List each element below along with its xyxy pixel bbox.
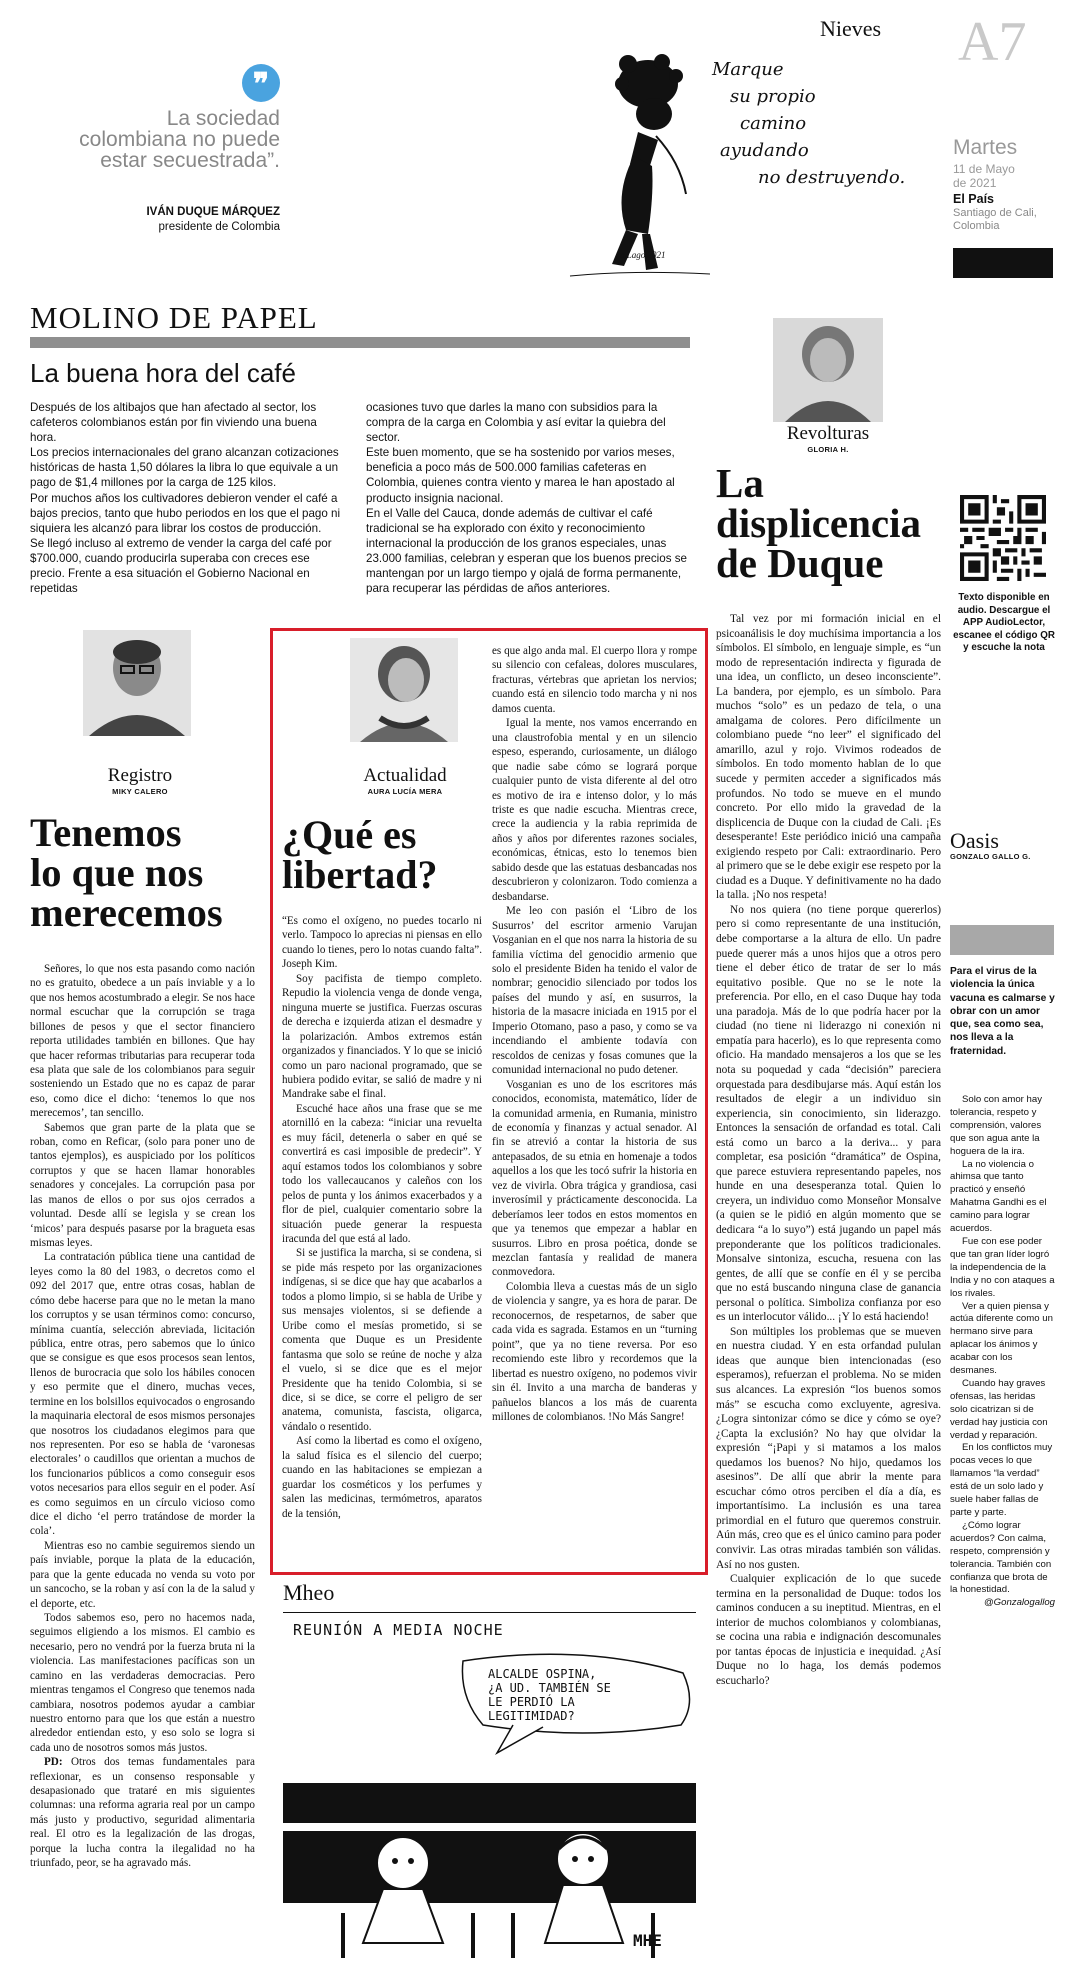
oasis-gray-box xyxy=(950,925,1054,955)
molino-section-title: MOLINO DE PAPEL xyxy=(30,300,318,335)
cartoon-signature: n.Lago 2021 xyxy=(620,250,666,260)
oasis-author: GONZALO GALLO G. xyxy=(950,852,1031,861)
cartoon-line-5: no destruyendo. xyxy=(758,167,906,188)
bubble-line-2: ¿A UD. TAMBIÉN SE xyxy=(488,1681,611,1695)
molino-col1-p1: Después de los altibajos que han afectado al sector, los cafeteros colombianos están por fin viviendo una buena hora. xyxy=(30,401,317,445)
quote-text xyxy=(30,108,280,171)
cartoon-line-1: Marque xyxy=(712,59,784,80)
registro-pd-text: Otros dos temas fundamentales para reflexionar, es un consenso responsable y desapasionado que trataré en mis siguientes columnas: una reforma agraria real por un campo más justo y productivo, seguridad alimentaria real. El otro es la legalización de las drogas, porque la lucha contra la ilegalidad no ha triunfado, peor, se ha agravado más. xyxy=(30,1756,255,1870)
actualidad-c1-p4: Si se justifica la marcha, si se condena, si se pide más respeto por las organizaciones indígenas, si se dice que hay que acabarlos a todos a plomo limpio, si se habla de Uribe y sus mensajes violentos, si se defiende a Uribe como el mesías prometido, si se comenta que Duque es un Presidente fantasma que solo se reúne de noche y alza el vuelo, si se dice que es el mejor Presidente que ha tenido Colombia, si se dice, si se dice, se corre el peligro de ser anatema, comunista, fascista, oligarca, vándalo o resentido. xyxy=(282,1247,482,1433)
bubble-line-1: ALCALDE OSPINA, xyxy=(488,1667,597,1681)
oasis-p5: Cuando hay graves ofensas, las heridas solo cicatrizan si de verdad hay justicia con verdad y reparación. xyxy=(950,1377,1048,1441)
molino-col1-p4: Se llegó incluso al extremo de vender la carga del café por $700.000, cuando producirla superaba con creces ese precio. Frente a esa situación el Gobierno Nacional en repetidas xyxy=(30,536,332,596)
molino-col-2 xyxy=(366,400,691,596)
actualidad-c2-p3: Me leo con pasión el ‘Libro de los Susurros’ del escritor armenio Varujan Vosganian en el que nos narra la historia de su familia víctima del genocidio armenio que solo el presidente Biden ha tenido el valor de nombrar; genocidio silenciado por todos los países del mundo y así, en susurros, la historia de la masacre iniciada en 1915 por el Imperio Otomano, paso a paso, y como se va incendiando el ambiente todavía con rescoldos de cenizas y fosas comunes que la comunidad internacional no pudo detener. xyxy=(492,905,697,1077)
actualidad-c2-p2: Igual la mente, nos vamos encerrando en una claustrofobia mental y en un silencio espeso, esperando, curiosamente, un diálogo que nadie sabe cómo se logrará porque cualquier punto de vista diferente al del otro es motivo de ira e intenso dolor, y lo más triste es que nadie escucha. Mientras crece, crece la audiencia y la rabia reprimida de años y años por diferentes razones sociales, económicas, étnicas, esto lo tenemos bien sabido desde que las estatuas desbancadas nos descubrieron y colonizaron. Todo comienza a desbandarse. xyxy=(492,717,697,903)
registro-pd-label: PD: xyxy=(44,1756,63,1769)
registro-p5: Todos sabemos eso, pero no hacemos nada, seguimos eligiendo a los mismos. El cambio es necesario, pero no vendrá por la fuerza bruta ni la violencia. Las manifestaciones pacíficas son un camino en las verdaderas democracias. Pero mientras tengamos el Congreso que tenemos nada cambiara, nosotros podemos ayudar a cambiar nuestro entorno para que los que están a nuestro alrededor entiendan esto, y eso solo se logra si cada uno de nosotros somos más justos. xyxy=(30,1611,255,1754)
registro-title-3: merecemos xyxy=(30,890,223,935)
actualidad-c2-p5: Colombia lleva a cuestas más de un siglo de violencia y sangre, ya es hora de parar. De reconocernos, de respetarnos, de saber que cada vida es sagrada. Estamos en un “turning point”, que ya no tiene reversa. Por eso recomiendo este libro y recordemos que la libertad es nuestro oxígeno, no podemos vivir sin él. Invito a una marcha de banderas y pañuelos blancos a los más de cuarenta millones de colombianos. !No Más Sangre! xyxy=(492,1280,697,1424)
revolturas-title-2: displicencia xyxy=(716,500,922,546)
quote-line-3: estar secuestrada”. xyxy=(100,149,280,172)
registro-headline xyxy=(30,810,223,935)
quote-author: IVÁN DUQUE MÁRQUEZ xyxy=(146,206,280,218)
registro-body xyxy=(30,962,255,1871)
actualidad-c1-p2: Soy pacifista de tiempo completo. Repudio la violencia venga de donde venga, ninguna muerte se justifica. Fuerzas oscuras de derecha e izquierda atizan el desmadre y la polarización. Ambos extremos están organizados y financiados. Y lo que se inició como un paro nacional programado, que se hubiera podido evitar, se salió de madre y ni Mandrake sabe el final. xyxy=(282,972,482,1101)
actualidad-section: Actualidad xyxy=(363,765,447,786)
mheo-cartoon xyxy=(283,1612,696,1962)
actualidad-title-2: libertad? xyxy=(282,852,438,897)
actualidad-title-1: ¿Qué es xyxy=(282,812,417,857)
qr-code[interactable] xyxy=(960,495,1046,581)
oasis-body xyxy=(950,1094,1055,1610)
oasis-p1: Solo con amor hay tolerancia, respeto y comprensión, valores que son agua ante la hoguera de la ira. xyxy=(950,1094,1042,1157)
page-number: A7 xyxy=(958,11,1027,73)
city-line-1: Santiago de Cali, xyxy=(953,207,1037,219)
actualidad-c2-p1: es que algo anda mal. El cuerpo llora y rompe su silencio con cefaleas, dolores musculares, fracturas, vértebras que aprietan los nervios; cuando está en silencio todo marcha y ni nos damos cuenta. xyxy=(492,645,697,715)
quote-role: presidente de Colombia xyxy=(158,221,280,233)
registro-title-2: lo que nos xyxy=(30,850,204,895)
section-label: Nieves xyxy=(820,16,882,41)
mheo-cartoon-title: REUNIÓN A MEDIA NOCHE xyxy=(293,1621,504,1639)
registro-author: MIKY CALERO xyxy=(112,787,168,796)
actualidad-c1-p5: Así como la libertad es como el oxígeno, la salud física es el silencio del cuerpo; cuando en las habitaciones se empiezan a guardar los cosméticos y los perfumes y salen las medicinas, termómetros, aparatos de la tensión, xyxy=(282,1435,482,1520)
registro-pd xyxy=(30,1755,255,1870)
registro-p3: La contratación pública tiene una cantidad de leyes como la 80 del 1983, o decretos como el 092 del 2017 que, entre otras cosas, hablan de cómo debe hacerse para que no le metan la mano los corruptos y se usan términos como: concurso, mínima cuantía, selección abreviada, licitación pública, entre otras, pero sabemos que lo único que se consigue es que esos procesos sean lentos, llenos de burocracia que solo los hábiles conocen y eso permite que el dinero, muchas veces, termine en los bolsillos equivocados o engrosando la maquinaria electoral de esos mismos personajes que nosotros los ciudadanos elegimos para que nos representen. Por eso se habla de ‘varonesas electorales’ o caudillos que orientan a muchos de los funcionarios públicos a como conseguir esos votos necesarios para ellos seguir en el poder. Así es como seguimos en un círculo vicioso como dice el dicho ‘el perro tratándose de morder la cola’. xyxy=(30,1251,255,1538)
molino-rule xyxy=(30,337,690,348)
paper-name: El País xyxy=(953,192,994,206)
mheo-speech-bubble xyxy=(488,1667,678,1723)
oasis-p4: Ver a quien piensa y actúa diferente como un hermano sirve para aplacar los ánimos y acabar con los desmanes. xyxy=(950,1300,1053,1377)
actualidad-col-2 xyxy=(492,644,697,1424)
molino-headline: La buena hora del café xyxy=(30,358,296,388)
nieves-handwriting xyxy=(712,56,905,191)
black-ad-box xyxy=(953,248,1053,278)
quote-line-1: La sociedad xyxy=(166,107,280,130)
actualidad-c2-p4: Vosganian es uno de los escritores más conocidos, economista, matemático, líder de la comunidad armenia, en Rumania, ministro de economía y finanzas y actual senador. Al fin se atrevió a contar la historia de sus antepasados, de su etnia en homenaje a todos aquellos a los que les tocó sufrir la historia en vez de vivirla. Obra trágica y grandiosa, casi inverosímil y prácticamente desconocida. La deberíamos leer todos en estos momentos en que ya tenemos que empezar a hablar en susurros. Libro en prosa poética, donde se mezclan fantasía y realidad de manera conmovedora. xyxy=(492,1078,697,1279)
mheo-section: Mheo xyxy=(283,1580,335,1605)
registro-section: Registro xyxy=(107,765,173,786)
revolturas-title-1: La xyxy=(716,460,764,506)
nieves-cartoon-illustration xyxy=(530,44,730,284)
oasis-section: Oasis xyxy=(950,828,999,853)
actualidad-headline xyxy=(282,812,438,897)
header-section xyxy=(0,0,1080,300)
revolturas-p2: No nos quiera (no tiene porque quererlos) pero si como representante de una institución, debe comportarse a la altura de ello. Un padre puede querer más a unos hijos que a otros pero tiene el deber ético de tratar de ser lo más equitativo posible. Que no se le note la preferencia. Por ello, en el caso Duque hay toda una paradoja. Más de lo que podría hacer por la ciudad (no tiene ni liderazgo ni conexión ni empatía para hacerlo), es lo que representa como oficio. Ha mandado mensajeros a los que se les nota su poquedad y cada “decisión” pareciera orquestada para desdibujarse más. Aquí están los resultados de elegir a un individuo sin experiencia, sin conocimiento, sin liderazgo. Entonces la sensación de orfandad es total. Cali está como un barco a la deriva... y para completar, esa posición “dramática” de Ospina, que parece estuviera representando papeles, nos hunde en una desesperanza total. Quien lo creyera, un individuo como Monseñor Monsalve (a quien se le pidió en algún momento que se dedicara “a lo suyo”) está jugando un papel más preponderante que los políticos tradicionales. Monsalve sintoniza, escucha, resuena con las gentes, de allí que se confíe en él y se perciba que no está buscando ninguna clase de ganancia personal o política. Simboliza confianza por eso es un interlocutor válido... ¡Y lo está haciendo! xyxy=(716,903,941,1324)
quote-line-2: colombiana no puede xyxy=(79,128,280,151)
date-line-2: de 2021 xyxy=(953,176,997,190)
date-day: Martes xyxy=(953,136,1018,159)
actualidad-c1-p3: Escuché hace años una frase que se me atornilló en la cabeza: “iniciar una revuelta es muy fácil, detenerla o saber en qué se convertirá es casi imposible de predecir”. Y aquí estamos todos los colombianos y sobre todo los vallecaucanos y caleños con los pelos de punta y los ánimos exacerbados y a flor de piel, cualquier comentario sobre la situación puede generar la respuesta iracunda del que está al lado. xyxy=(282,1102,482,1245)
date-line-1: 11 de Mayo xyxy=(953,162,1015,176)
revolturas-p4: Cualquier explicación de lo que sucede termina en la personalidad de Duque: todos los caminos conducen a su ineptitud. Mientras, en el interior de muchos colombianos y colombianas, se cocina una rabia e indignación descomunales por tantas épocas de injusticia e inequidad. ¿Así Duque no lo haga, los demás podemos escucharlo? xyxy=(716,1573,941,1687)
cartoon-line-3: camino xyxy=(740,113,807,134)
cartoon-line-4: ayudando xyxy=(720,140,809,161)
oasis-handle[interactable]: @Gonzalogallog xyxy=(983,1597,1055,1609)
revolturas-headline xyxy=(716,460,922,586)
registro-p4: Mientras eso no cambie seguiremos siendo un país inviable, porque la plata de la educación, para que la gente educada no venda su voto por un sancocho, se la roban y así con la de la salud y el deporte, etc. xyxy=(30,1539,255,1610)
oasis-p6: En los conflictos muy pocas veces lo que llamamos “la verdad” está de un solo lado y suele haber fallas de parte y parte. xyxy=(950,1442,1053,1518)
revolturas-body xyxy=(716,612,941,1688)
bubble-line-4: LEGITIMIDAD? xyxy=(488,1709,575,1723)
qr-caption: Texto disponible en audio. Descargue el APP AudioLector, escanee el código QR y escuche la nota xyxy=(953,592,1055,654)
registro-p1: Señores, lo que nos esta pasando como nación no es gratuito, obedece a un país inviable y a lo que nos hemos acostumbrado a elegir. Se nos hace normal escuchar que la corrupción se traga billones de pesos y que el sector financiero reporta utilidades también en billones. Que hay que hacer reformas tributarias para recuperar toda esa plata que sale de los colombianos para seguir sosteniendo un Estado que no es capaz de parar eso, como dice el dicho: ‘tenemos lo que nos merecemos’, tan sencillo. xyxy=(30,963,255,1120)
revolturas-section: Revolturas xyxy=(786,423,870,444)
molino-col-1 xyxy=(30,400,345,596)
molino-col2-p2: Este buen momento, que se ha sostenido por varios meses, beneficia a poco más de 500.000 familias cafeteras en Colombia, quienes contra viento y marea le han apostado al producto insignia nacional. xyxy=(366,446,675,505)
quote-icon: ❞ xyxy=(242,64,280,102)
molino-col1-p2: Los precios internacionales del grano alcanzan cotizaciones históricas de hasta 1,50 dólares la libra lo que equivale a un pago de $1,4 millones por la carga de 125 kilos. xyxy=(30,446,339,490)
mheo-drawing xyxy=(283,1613,696,1963)
cartoon-line-2: su propio xyxy=(730,86,816,107)
city-line-2: Colombia xyxy=(953,220,1000,232)
actualidad-author: AURA LUCÍA MERA xyxy=(367,787,443,796)
oasis-p2: La no violencia o ahimsa que tanto practicó y enseñó Mahatma Gandhi es el camino para lograr acuerdos. xyxy=(950,1158,1047,1235)
miky-portrait xyxy=(83,630,191,736)
actualidad-col-1 xyxy=(282,914,482,1521)
registro-title-1: Tenemos xyxy=(30,810,182,855)
gloria-portrait xyxy=(773,318,883,422)
oasis-lead: Para el virus de la violencia la única vacuna es calmarse y obrar con un amor que, sea como sea, nos lleva a la fraternidad. xyxy=(950,966,1055,1057)
registro-p2: Sabemos que gran parte de la plata que se roban, como en Reficar, (solo para poner uno de tantos ejemplos), es auspiciado por los políticos corruptos y que se hacen llamar honorables senadores y concejales. La corrupción pasa por las manos de ellos o por sus ojos cerrados a voluntad. Desde allí se legisla y se crean los ‘micos’ para después pasarse por la bragueta esas mismas leyes. xyxy=(30,1121,255,1250)
actualidad-c1-p1: “Es como el oxígeno, no puedes tocarlo ni verlo. Tampoco lo aprecias ni piensas en ello cuando lo tienes, pero lo notas cuando falta”. Joseph Kim. xyxy=(282,915,482,971)
mheo-signature: MHE xyxy=(633,1931,662,1950)
revolturas-p1: Tal vez por mi formación inicial en el psicoanálisis le doy muchísima importancia a los símbolos. El símbolo, en lenguaje simple, es “un modo de representación indirecta y figurada de una idea, un conflicto, un deseo inconsciente”. La bandera, por ejemplo, es un símbolo. Para muchos “solo” es un pedazo de tela, o una amalgama de colores. Pero difícilmente un colombiano puede “no leer” el significado del amarillo, azul y rojo. Vivimos rodeados de símbolos. En todo momento hablan de lo que sucede y permiten acceder a significados más profundos. No todo se mueve en el mundo concreto. Por ello mido la gravedad de la displicencia de Duque con la ciudad de Cali. ¡Es desesperante! Este periódico inició una campaña exigiendo respeto por Cali: extraordinario. Pero al primero que se le debe exigir ese respeto por la ciudad es a Duque. Y definitivamente no ha dado la talla. ¡No nos respeta! xyxy=(716,613,941,902)
revolturas-author: GLORIA H. xyxy=(807,445,849,454)
revolturas-p3: Son múltiples los problemas que se mueven en nuestra ciudad. Y en esta orfandad pululan ideas que aunque bien intencionadas (eso esperamos), refuerzan el problema. No se miden sus alcances. La expresión “los buenos somos más” se escucha como excluyente, agresiva. ¿Logra sintonizar cómo se dice y cómo se oye? ¿Capta la exclusión? No hay que olvidar la expresión “¡Papi y si matamos a los malos quedamos los buenos? No hijo, quedamos los asesinos”. De allí que abrir la mente para escuchar cómo otros perciben el día a día, es importantísimo. La inclusión es una tarea primordial en el futuro que queremos construir. Aún más, creo que es el único camino para poder convivir. Las otras miradas también son válidas. Así no nos gusten. xyxy=(716,1325,941,1571)
bubble-line-3: LE PERDIÓ LA xyxy=(488,1695,575,1709)
molino-col2-p3: En el Valle del Cauca, donde además de cultivar el café tradicional se ha explorado con éxito y reconocimiento internacional la producción de los granos especiales, unas 23.000 familias, celebran y esperan que los buenos precios se mantengan por un largo tiempo y ojalá de forma permanente, para recuperar las pérdidas de años anteriores. xyxy=(366,506,687,596)
molino-col2-p1: ocasiones tuvo que darles la mano con subsidios para la compra de la carga en Colombia y así evitar la quiebra del sector. xyxy=(366,401,666,445)
molino-col1-p3: Por muchos años los cultivadores debieron vender el café a bajos precios, tanto que hubo periodos en los que el pago ni siquiera les alcanzó para librar los costos de producción. xyxy=(30,491,341,535)
oasis-p3: Fue con ese poder que tan gran líder logró la independencia de la India y no con ataques a los rivales. xyxy=(950,1235,1055,1299)
aura-portrait xyxy=(350,638,458,742)
revolturas-title-3: de Duque xyxy=(716,540,884,586)
oasis-p7: ¿Cómo lograr acuerdos? Con calma, respeto, comprensión y tolerancia. También con confianza que brota de la honestidad. xyxy=(950,1519,1052,1596)
